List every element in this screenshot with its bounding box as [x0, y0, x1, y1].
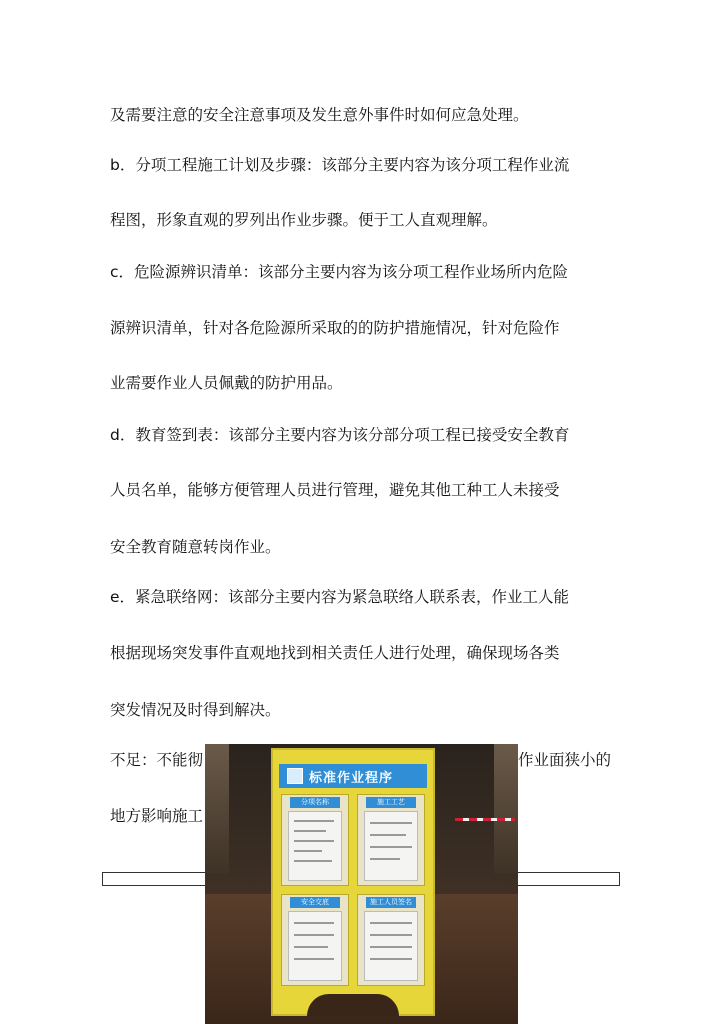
text-line: d．教育签到表：该部分主要内容为该分部分项工程已接受安全教育: [110, 426, 570, 444]
text-line: 不足：不能彻: [110, 751, 204, 769]
panel-tag: 分项名称: [290, 797, 340, 808]
board-header: [279, 764, 427, 788]
document-sheet: [364, 911, 418, 981]
board-title: 标准作业程序: [309, 770, 394, 786]
document-sheet: [364, 811, 418, 881]
text-line: c．危险源辨识清单：该部分主要内容为该分项工程作业场所内危险: [110, 263, 569, 281]
text-line: 突发情况及时得到解决。: [110, 701, 281, 719]
pillar: [205, 744, 229, 874]
pillar: [494, 744, 518, 874]
board-panel: [281, 794, 349, 886]
text-line: 地方影响施工: [110, 807, 204, 825]
board-panel: [281, 894, 349, 986]
board-panel: [357, 794, 425, 886]
site-photo: [205, 744, 518, 1024]
text-line: 根据现场突发事件直观地找到相关责任人进行处理，确保现场各类: [110, 644, 560, 662]
board-notch: [307, 994, 399, 1016]
panel-tag: 安全交底: [290, 897, 340, 908]
document-sheet: [288, 911, 342, 981]
text-line-tail: 作业面狭小的: [518, 751, 612, 769]
text-line: 业需要作业人员佩戴的防护用品。: [110, 374, 343, 392]
warning-tape: [455, 818, 515, 821]
text-line: 人员名单，能够方便管理人员进行管理，避免其他工种工人未接受: [110, 481, 560, 499]
procedure-board: [271, 748, 435, 1016]
text-line: 及需要注意的安全注意事项及发生意外事件时如何应急处理。: [110, 106, 529, 124]
panel-tag: 施工人员签名: [366, 897, 416, 908]
document-sheet: [288, 811, 342, 881]
logo-icon: [287, 768, 303, 784]
text-line: e．紧急联络网：该部分主要内容为紧急联络人联系表，作业工人能: [110, 588, 570, 606]
text-line: 源辨识清单，针对各危险源所采取的的防护措施情况，针对危险作: [110, 319, 560, 337]
panel-tag: 施工工艺: [366, 797, 416, 808]
text-line: b．分项工程施工计划及步骤：该部分主要内容为该分项工程作业流: [110, 156, 570, 174]
board-panel: [357, 894, 425, 986]
text-line: 程图，形象直观的罗列出作业步骤。便于工人直观理解。: [110, 211, 498, 229]
text-line: 安全教育随意转岗作业。: [110, 538, 281, 556]
